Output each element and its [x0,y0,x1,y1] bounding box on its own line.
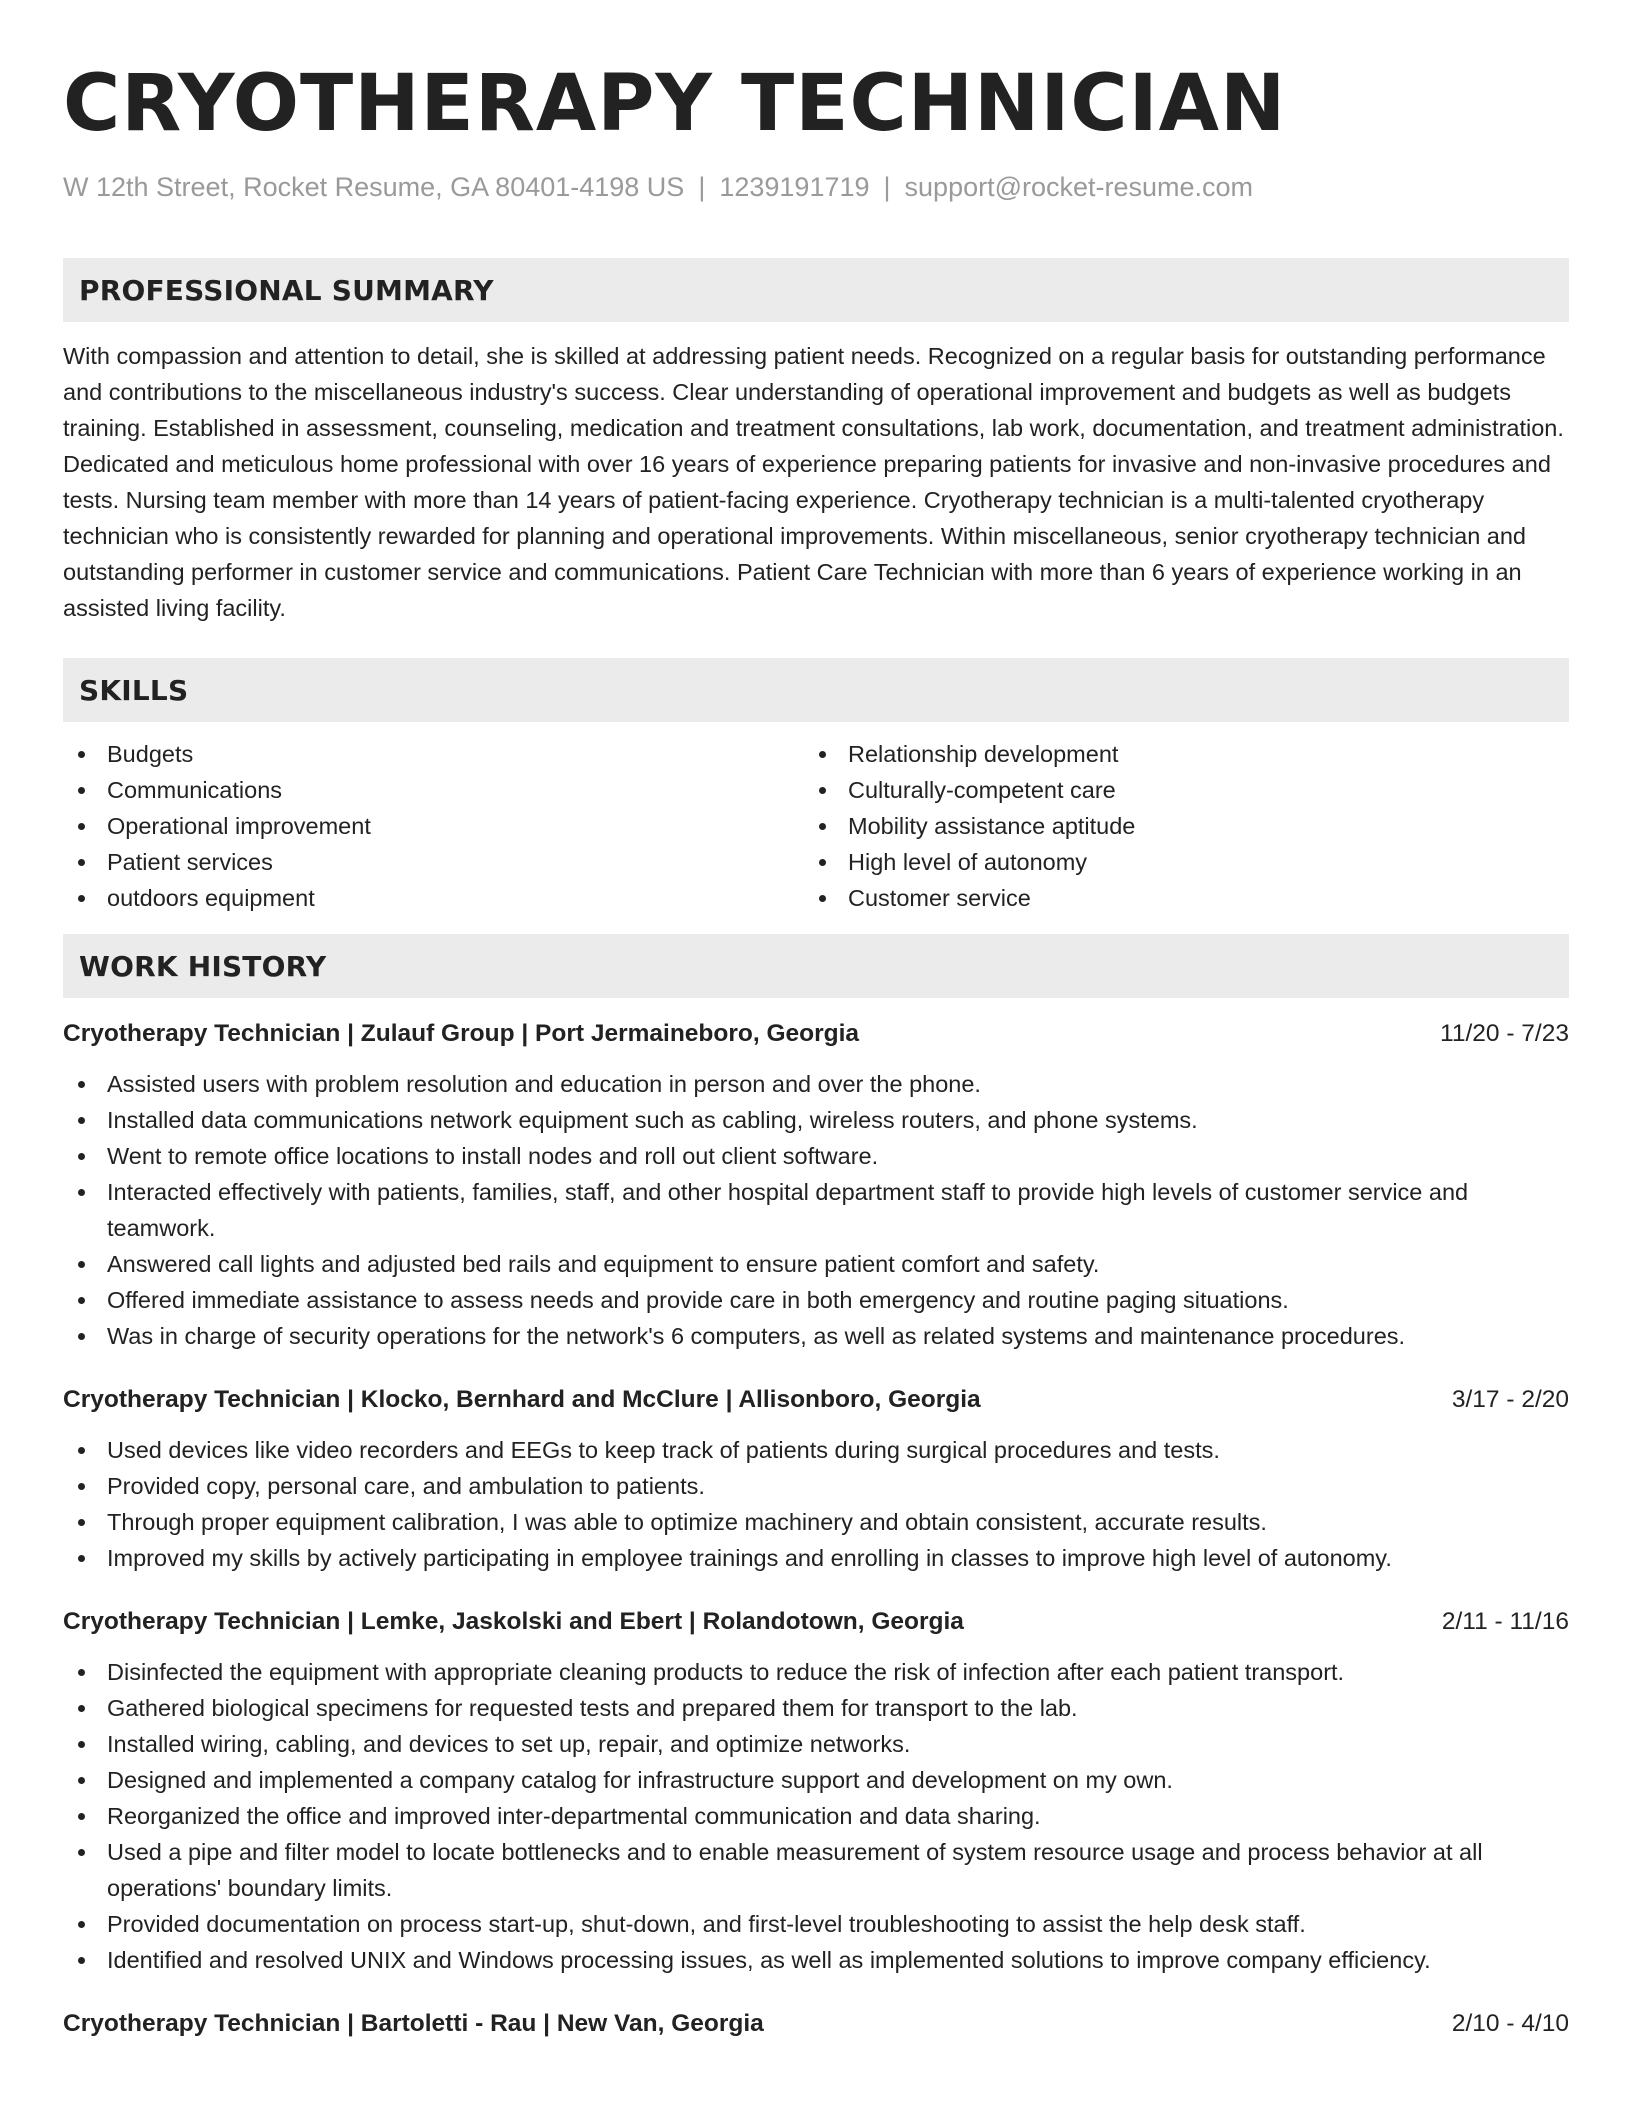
job-bullet: Interacted effectively with patients, families, staff, and other hospital department staff to provide high levels of customer service and teamwork. [63,1174,1569,1246]
contact-address: W 12th Street, Rocket Resume, GA 80401-4198 US [63,172,685,202]
job-header [63,2006,1569,2042]
job-bullet: Went to remote office locations to install nodes and roll out client software. [63,1138,1569,1174]
section-heading-work-history: WORK HISTORY [63,934,1569,998]
skill-item: Relationship development [804,736,1545,772]
job-bullet: Installed wiring, cabling, and devices to set up, repair, and optimize networks. [63,1726,1569,1762]
job-bullet: Offered immediate assistance to assess needs and provide care in both emergency and routine paging situations. [63,1282,1569,1318]
summary-text: With compassion and attention to detail, she is skilled at addressing patient needs. Recognized on a regular basis for outstanding performance and contributions to the miscellaneous industry's success. Clear understanding of operational improvement and budgets as well as budgets training. Established in assessment, counseling, medication and treatment consultations, lab work, documentation, and treatment administration. Dedicated and meticulous home professional with over 16 years of experience preparing patients for invasive and non-invasive procedures and tests. Nursing team member with more than 14 years of patient-facing experience. Cryotherapy technician is a multi-talented cryotherapy technician who is consistently rewarded for planning and operational improvements. Within miscellaneous, senior cryotherapy technician and outstanding performer in customer service and communications. Patient Care Technician with more than 6 years of experience working in an assisted living facility. [63,343,1564,621]
job-bullet: Provided copy, personal care, and ambulation to patients. [63,1468,1569,1504]
job-dates: 2/11 - 11/16 [1441,1608,1569,1635]
job-bullet: Improved my skills by actively participating in employee trainings and enrolling in classes to improve high level of autonomy. [63,1540,1569,1576]
skills-column-left [63,736,804,916]
job-dates: 2/10 - 4/10 [1451,2010,1569,2037]
job-bullet: Was in charge of security operations for the network's 6 computers, as well as related systems and maintenance procedures. [63,1318,1569,1354]
contact-line [63,170,1569,204]
contact-separator: | [698,172,706,202]
job-bullets [63,1654,1569,1978]
job-bullets [63,1432,1569,1576]
job-bullet: Disinfected the equipment with appropriate cleaning products to reduce the risk of infection after each patient transport. [63,1654,1569,1690]
skill-item: Culturally-competent care [804,772,1545,808]
skill-item: Budgets [63,736,804,772]
job-bullet: Used a pipe and filter model to locate bottlenecks and to enable measurement of system resource usage and process behavior at all operations' boundary limits. [63,1834,1569,1906]
job-bullets [63,1066,1569,1354]
job-header [63,1604,1569,1640]
contact-email: support@rocket-resume.com [904,172,1254,202]
job-bullet: Identified and resolved UNIX and Windows processing issues, as well as implemented solutions to improve company efficiency. [63,1942,1569,1978]
job-entry [63,2006,1569,2042]
job-bullet: Assisted users with problem resolution and education in person and over the phone. [63,1066,1569,1102]
job-bullet: Installed data communications network equipment such as cabling, wireless routers, and phone systems. [63,1102,1569,1138]
job-header [63,1382,1569,1418]
resume-name: CRYOTHERAPY TECHNICIAN [63,59,1287,149]
skill-item: outdoors equipment [63,880,804,916]
job-bullet: Gathered biological specimens for requested tests and prepared them for transport to the lab. [63,1690,1569,1726]
job-entry [63,1604,1569,1978]
skill-item: Operational improvement [63,808,804,844]
job-bullet: Answered call lights and adjusted bed rails and equipment to ensure patient comfort and safety. [63,1246,1569,1282]
job-entry [63,1382,1569,1576]
skill-item: Mobility assistance aptitude [804,808,1545,844]
job-header [63,1016,1569,1052]
job-bullet: Reorganized the office and improved inter-departmental communication and data sharing. [63,1798,1569,1834]
job-bullet: Through proper equipment calibration, I was able to optimize machinery and obtain consistent, accurate results. [63,1504,1569,1540]
section-heading-skills: SKILLS [63,658,1569,722]
job-title: Cryotherapy Technician | Zulauf Group | Port Jermaineboro, Georgia [63,1020,860,1047]
job-title: Cryotherapy Technician | Bartoletti - Rau | New Van, Georgia [63,2010,764,2037]
contact-phone: 1239191719 [719,172,870,202]
job-bullet: Designed and implemented a company catalog for infrastructure support and development on my own. [63,1762,1569,1798]
skill-item: Customer service [804,880,1545,916]
skills-list [63,736,1569,916]
skill-item: High level of autonomy [804,844,1545,880]
skills-column-right [804,736,1545,916]
job-bullet: Provided documentation on process start-up, shut-down, and first-level troubleshooting to assist the help desk staff. [63,1906,1569,1942]
job-bullet: Used devices like video recorders and EEGs to keep track of patients during surgical procedures and tests. [63,1432,1569,1468]
job-dates: 3/17 - 2/20 [1451,1386,1569,1413]
job-dates: 11/20 - 7/23 [1440,1020,1569,1047]
job-title: Cryotherapy Technician | Klocko, Bernhard and McClure | Allisonboro, Georgia [63,1386,981,1413]
skill-item: Patient services [63,844,804,880]
job-entry [63,1016,1569,1354]
section-heading-summary: PROFESSIONAL SUMMARY [63,258,1569,322]
skill-item: Communications [63,772,804,808]
job-title: Cryotherapy Technician | Lemke, Jaskolski and Ebert | Rolandotown, Georgia [63,1608,964,1635]
contact-separator: | [883,172,891,202]
